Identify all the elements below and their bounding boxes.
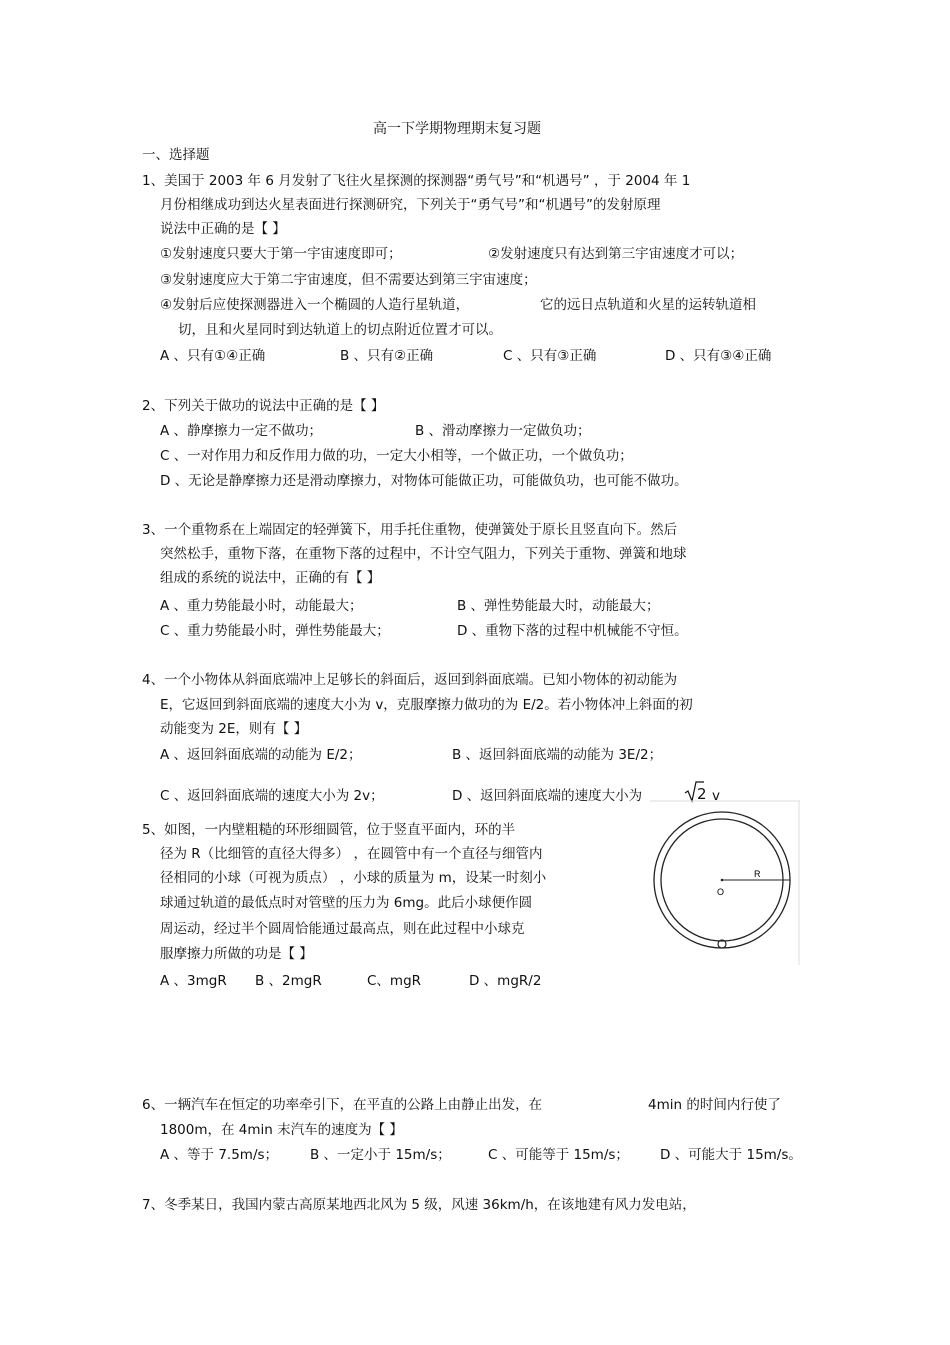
q3-option-b: B 、弹性势能最大时，动能最大； — [457, 598, 660, 614]
q4-stem-line1: 4、一个小物体从斜面底端冲上足够长的斜面后，返回到斜面底端。已知小物体的初动能为 — [142, 672, 678, 688]
q6-option-c: C 、可能等于 15m/s； — [488, 1147, 629, 1163]
q4-option-b: B 、返回斜面底端的动能为 3E/2； — [452, 747, 663, 763]
q2-stem: 2、下列关于做功的说法中正确的是【 】 — [142, 398, 385, 414]
q1-stem-line1: 1、美国于 2003 年 6 月发射了飞往火星探测的探测器“勇气号”和“机遇号” ，于 2004 年 1 — [142, 173, 691, 189]
q5-stem-line5: 周运动，经过半个圆周恰能通过最高点，则在此过程中小球克 — [160, 921, 525, 937]
q6-stem-line1b: 4min 的时间内行使了 — [648, 1097, 781, 1113]
q6-stem-line2: 1800m，在 4min 末汽车的速度为【 】 — [160, 1122, 403, 1138]
q1-statement-4b: 它的远日点轨道和火星的运转轨道相 — [540, 297, 756, 313]
q5-stem-line6: 服摩擦力所做的功是【 】 — [160, 946, 313, 962]
q6-stem-line1: 6、一辆汽车在恒定的功率牵引下，在平直的公路上由静止出发，在 — [142, 1097, 543, 1113]
q1-option-b: B 、只有②正确 — [340, 348, 434, 364]
center-point — [721, 879, 724, 882]
q4-option-a: A 、返回斜面底端的动能为 E/2； — [160, 747, 362, 763]
q5-option-a: A 、3mgR — [160, 973, 227, 989]
radius-label: R — [754, 869, 761, 879]
q1-option-a: A 、只有①④正确 — [160, 348, 266, 364]
q4-option-d: D 、返回斜面底端的速度大小为 — [452, 788, 643, 804]
q5-option-b: B 、2mgR — [255, 973, 322, 989]
q3-stem-line1: 3、一个重物系在上端固定的轻弹簧下，用手托住重物，使弹簧处于原长且竖直向下。然后 — [142, 522, 678, 538]
q7-stem-line1: 7、冬季某日，我国内蒙古高原某地西北风为 5 级，风速 36km/h，在该地建有风力发电站， — [142, 1197, 696, 1213]
q5-stem-line2: 径为 R（比细管的直径大得多） ，在圆管中有一个直径与细管内 — [160, 846, 543, 862]
q4-option-d-sqrt-value: 2 — [697, 785, 707, 803]
q3-option-d: D 、重物下落的过程中机械能不守恒。 — [457, 623, 688, 639]
q2-option-b: B 、滑动摩擦力一定做负功； — [415, 423, 591, 439]
q1-statement-2: ②发射速度只有达到第三宇宙速度才可以； — [488, 246, 744, 262]
q3-stem-line3: 组成的系统的说法中，正确的有【 】 — [160, 570, 381, 586]
q5-stem-line1: 5、如图，一内壁粗糙的环形细圆管，位于竖直平面内，环的半 — [142, 822, 516, 838]
q5-stem-line4: 球通过轨道的最低点时对管壁的压力为 6mg。此后小球便作圆 — [160, 895, 533, 911]
q1-statement-3: ③发射速度应大于第二宇宙速度，但不需要达到第三宇宙速度； — [160, 272, 537, 288]
q3-option-c: C 、重力势能最小时，弹性势能最大； — [160, 623, 390, 639]
q6-option-a: A 、等于 7.5m/s； — [160, 1147, 279, 1163]
q4-stem-line3: 动能变为 2E，则有【 】 — [160, 721, 308, 737]
q5-stem-line3: 径相同的小球（可视为质点） ，小球的质量为 m，设某一时刻小 — [160, 870, 547, 886]
section-heading: 一、选择题 — [142, 147, 210, 163]
q1-statement-1: ①发射速度只要大于第一宇宙速度即可； — [160, 246, 402, 262]
q2-option-d: D 、无论是静摩擦力还是滑动摩擦力，对物体可能做正功，可能做负功，也可能不做功。 — [160, 473, 688, 489]
q2-option-a: A 、静摩擦力一定不做功； — [160, 423, 323, 439]
q1-stem-line3: 说法中正确的是【 】 — [160, 221, 286, 237]
ring-tube-figure — [650, 800, 800, 965]
q3-stem-line2: 突然松手，重物下落，在重物下落的过程中，不计空气阻力，下列关于重物、弹簧和地球 — [160, 546, 687, 562]
q5-option-d: D 、mgR/2 — [469, 973, 542, 989]
q4-stem-line2: E，它返回到斜面底端的速度大小为 v，克服摩擦力做功的为 E/2。若小物体冲上斜面的初 — [160, 697, 693, 713]
q3-option-a: A 、重力势能最小时，动能最大； — [160, 598, 363, 614]
q2-option-c: C 、一对作用力和反作用力做的功，一定大小相等，一个做正功，一个做负功； — [160, 448, 633, 464]
q1-stem-line2: 月份相继成功到达火星表面进行探测研究，下列关于“勇气号”和“机遇号”的发射原理 — [160, 197, 661, 213]
q4-option-c: C 、返回斜面底端的速度大小为 2v； — [160, 788, 384, 804]
q1-option-c: C 、只有③正确 — [503, 348, 597, 364]
q5-option-c: C、mgR — [367, 973, 422, 989]
q6-option-b: B 、一定小于 15m/s； — [310, 1147, 451, 1163]
q1-statement-4a: ④发射后应使探测器进入一个椭圆的人造行星轨道， — [160, 297, 470, 313]
q6-option-d: D 、可能大于 15m/s。 — [660, 1147, 802, 1163]
page-title: 高一下学期物理期末复习题 — [373, 121, 541, 137]
q1-statement-4c: 切，且和火星同时到达轨道上的切点附近位置才可以。 — [178, 322, 502, 338]
q1-option-d: D 、只有③④正确 — [665, 348, 772, 364]
q4-option-d-unit: v — [712, 788, 720, 804]
center-label: O — [717, 887, 725, 897]
